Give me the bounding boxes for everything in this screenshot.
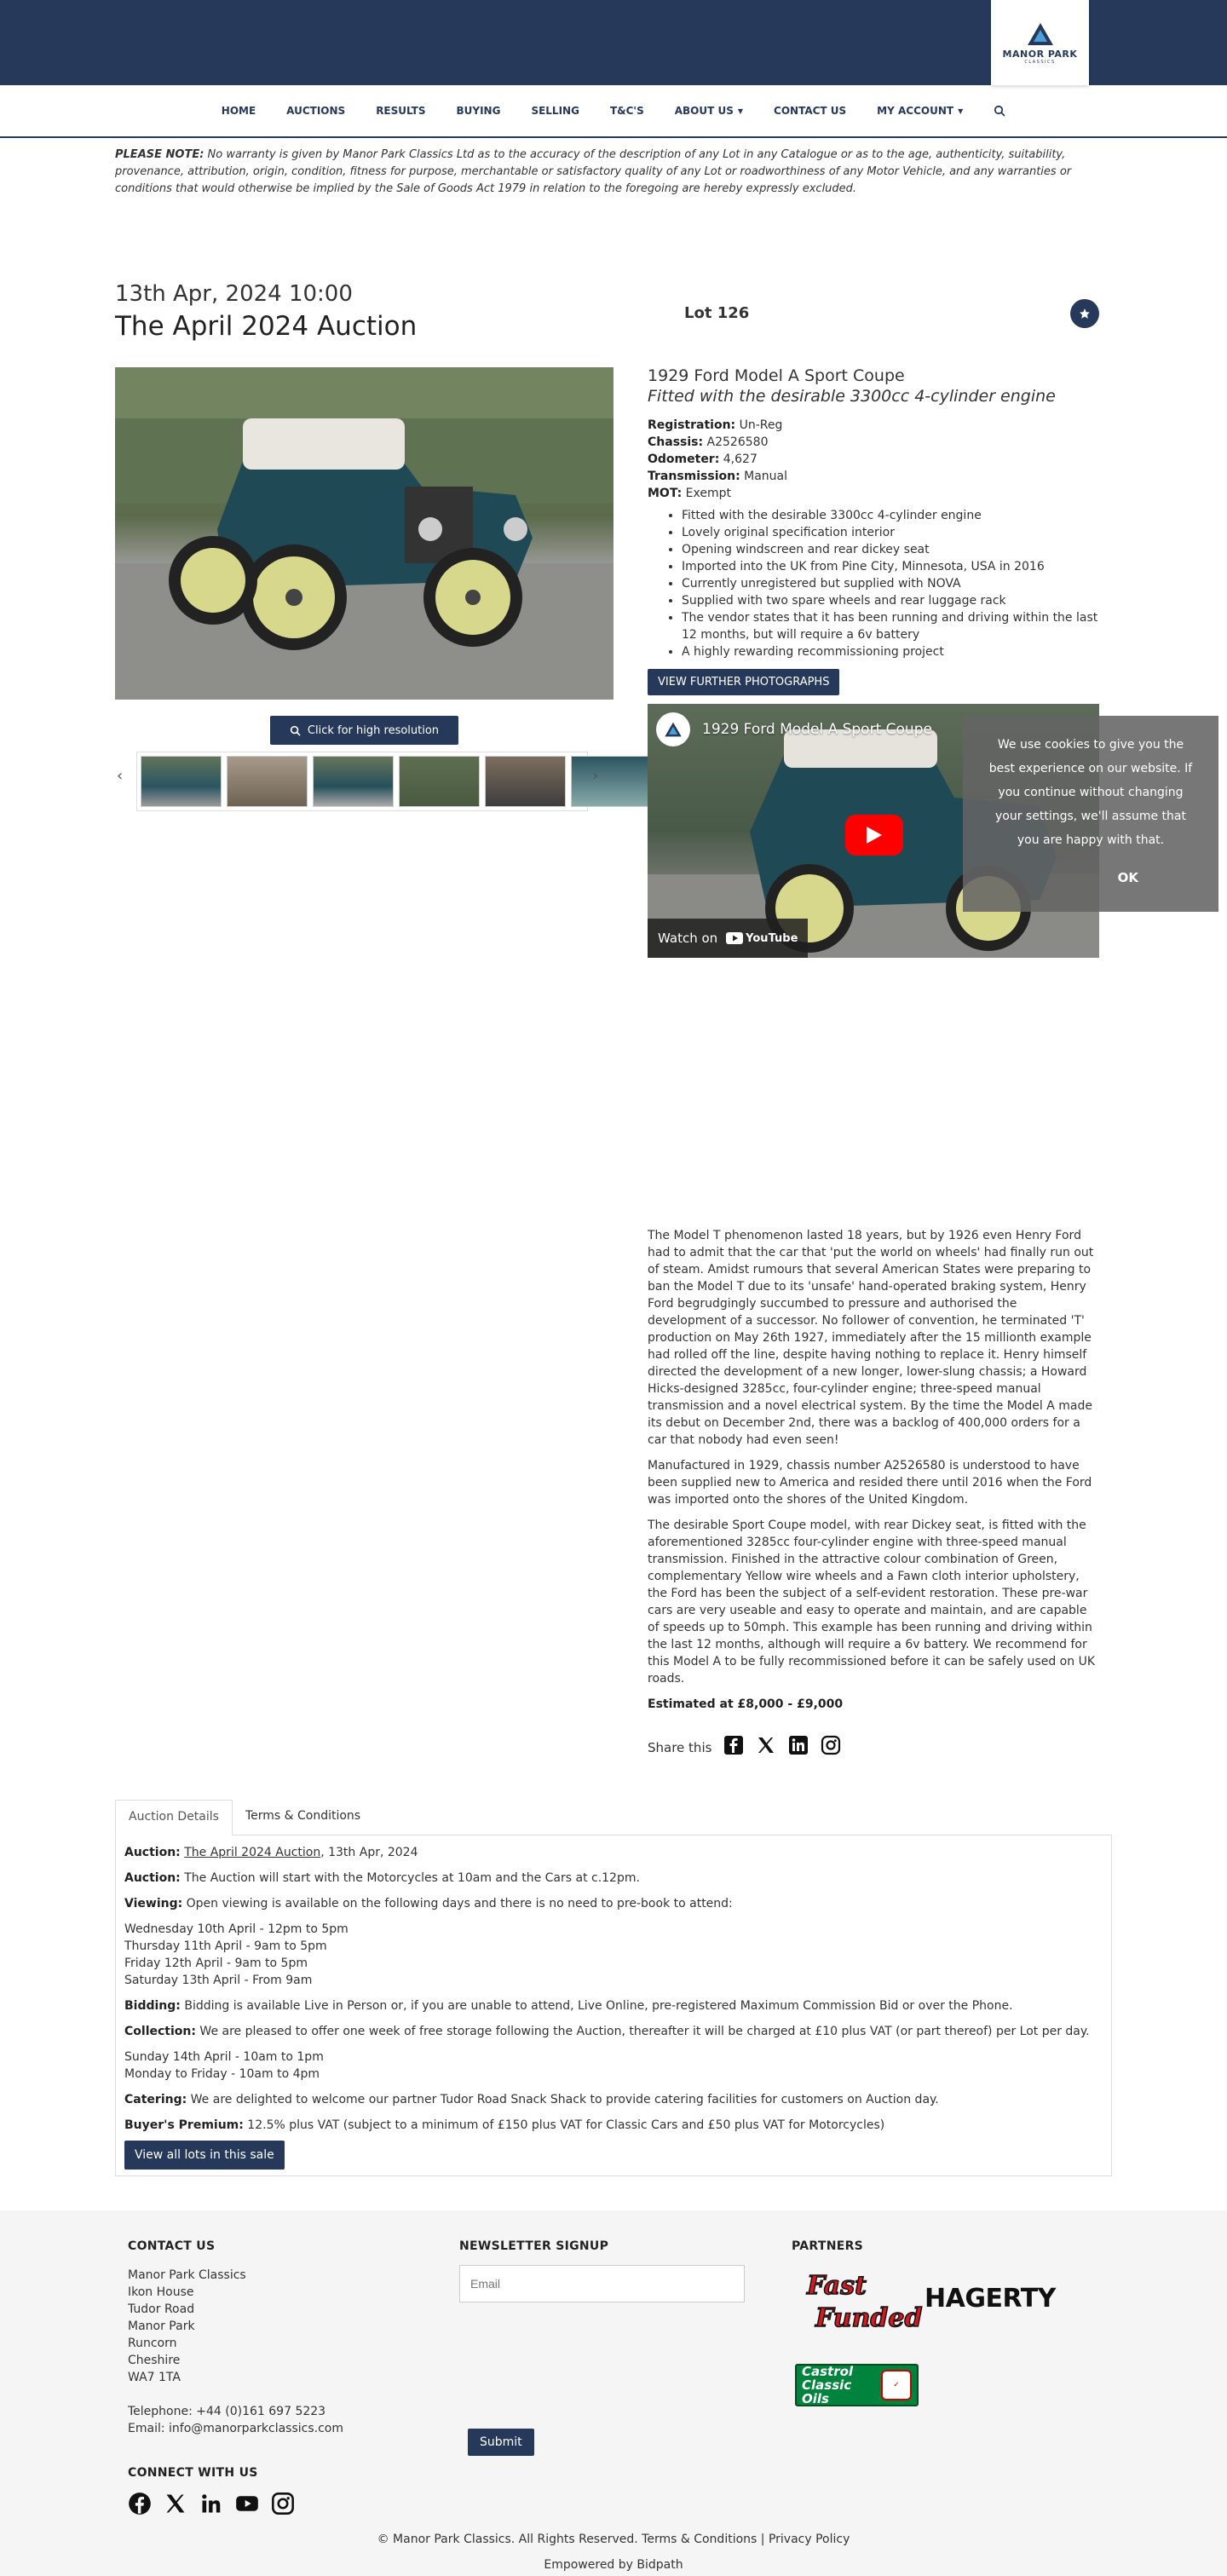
lot-highlights — [648, 507, 1099, 660]
list-item: • Lovely original specification interior — [682, 524, 1099, 541]
instagram-icon — [821, 1735, 841, 1755]
share-bar — [648, 1735, 1099, 1760]
auction-link[interactable]: The April 2024 Auction — [184, 1846, 321, 1859]
linkedin-link[interactable] — [199, 2492, 223, 2519]
list-item: • Imported into the UK from Pine City, Minnesota, USA in 2016 — [682, 558, 1099, 575]
top-bar — [0, 0, 1227, 85]
detail-label: Viewing: — [124, 1897, 183, 1910]
thumbnail-strip — [136, 752, 588, 811]
nav-selling[interactable] — [516, 105, 595, 117]
lot-subtitle: Fitted with the desirable 3300cc 4-cylinder engine — [648, 387, 1056, 406]
youtube-logo — [726, 932, 798, 945]
linkedin-share[interactable] — [788, 1735, 809, 1760]
spec-odometer — [648, 451, 1099, 468]
footer-inner — [115, 2210, 1112, 2576]
spec-label: Odometer: — [648, 452, 720, 466]
detail-catering — [124, 2091, 1103, 2108]
nav-home[interactable] — [206, 105, 271, 117]
footer-partners — [792, 2239, 1107, 2437]
detail-label: Auction: — [124, 1846, 181, 1859]
thumbnail[interactable] — [485, 756, 566, 807]
auction-header — [115, 280, 417, 343]
collection-days — [124, 2049, 1103, 2083]
list-item: • A highly rewarding recommissioning project — [682, 643, 1099, 660]
footer-address — [128, 2267, 435, 2437]
detail-buyers-premium — [124, 2117, 1103, 2134]
search-icon — [994, 105, 1005, 117]
castrol-logo[interactable] — [795, 2364, 919, 2406]
detail-text: Bidding is available Live in Person or, if you are unable to attend, Live Online, pre-registered Maximum Commission Bid or over the Phone. — [180, 1999, 1013, 2013]
lot-description — [648, 1227, 1099, 1760]
auction-title: The April 2024 Auction — [115, 311, 418, 342]
share-label: Share this — [648, 1739, 712, 1755]
view-all-lots-button[interactable]: View all lots in this sale — [124, 2141, 285, 2170]
detail-text: We are pleased to offer one week of free storage following the Auction, thereafter it will be charged at £10 plus VAT (or part thereof) per Lot per day. — [195, 2025, 1090, 2038]
partner-logos — [792, 2267, 1107, 2437]
x-link[interactable] — [164, 2492, 187, 2519]
nav-label: MY ACCOUNT — [877, 105, 954, 117]
view-further-photographs-button[interactable]: VIEW FURTHER PHOTOGRAPHS — [648, 669, 839, 695]
x-icon — [756, 1735, 776, 1755]
address-line: Tudor Road — [128, 2302, 195, 2316]
address-line: Manor Park Classics — [128, 2268, 246, 2282]
footer-newsletter — [459, 2239, 766, 2449]
nav-label: HOME — [221, 105, 256, 117]
youtube-icon — [726, 932, 743, 944]
nav-terms[interactable] — [595, 105, 660, 117]
list-item: • Supplied with two spare wheels and rear luggage rack — [682, 592, 1099, 609]
detail-collection — [124, 2023, 1103, 2040]
caret-down-icon: ▼ — [737, 107, 744, 115]
auction-details-panel — [115, 1835, 1112, 2176]
address-line: Manor Park — [128, 2320, 195, 2333]
thumbnail[interactable] — [227, 756, 308, 807]
video-header — [656, 712, 932, 746]
cookie-banner — [963, 716, 1218, 912]
spec-value: Exempt — [682, 487, 731, 500]
thumbnail[interactable] — [141, 756, 222, 807]
nav-label: ABOUT US — [674, 105, 734, 117]
lot-main-photo[interactable] — [115, 367, 614, 700]
copyright-text: © Manor Park Classics. All Rights Reserved. — [377, 2533, 638, 2546]
footer-contact — [128, 2239, 435, 2437]
lot-content — [115, 140, 1112, 2210]
address-line: WA7 1TA — [128, 2371, 181, 2384]
address-line: Cheshire — [128, 2354, 181, 2367]
watch-on-label: Watch on — [658, 931, 718, 946]
spec-label: Chassis: — [648, 435, 704, 449]
thumbnail-carousel — [115, 752, 614, 811]
linkedin-icon — [199, 2492, 223, 2515]
thumbnail[interactable] — [399, 756, 480, 807]
viewing-days — [124, 1921, 1103, 1989]
watch-lot-button[interactable] — [1070, 299, 1099, 328]
thumbnail[interactable] — [571, 756, 652, 807]
facebook-share[interactable] — [723, 1735, 744, 1760]
cookie-text: We use cookies to give you the best experience on our website. If you continue without changing your settings, we'll assume that you are happy with that. — [988, 738, 1193, 847]
site-footer — [0, 2210, 1227, 2576]
spec-value: A2526580 — [703, 435, 769, 449]
lot-estimate: Estimated at £8,000 - £9,000 — [648, 1697, 844, 1711]
logo-mountain-icon — [664, 721, 683, 738]
list-item: • Currently unregistered but supplied with NOVA — [682, 575, 1099, 592]
main-nav — [0, 85, 1227, 138]
list-item: • Fitted with the desirable 3300cc 4-cylinder engine — [682, 507, 1099, 524]
detail-auction-start — [124, 1870, 1103, 1887]
footer-heading: NEWSLETTER SIGNUP — [459, 2239, 609, 2253]
site-logo[interactable] — [991, 0, 1089, 85]
notice-lead: PLEASE NOTE: — [115, 148, 204, 161]
x-icon — [164, 2492, 187, 2515]
facebook-icon — [128, 2492, 152, 2515]
spec-mot — [648, 485, 1099, 502]
nav-about-us[interactable] — [660, 105, 758, 117]
instagram-icon — [271, 2492, 295, 2515]
logo-subtext: CLASSICS — [1024, 59, 1056, 65]
castrol-badge-icon: ✓ — [881, 2370, 912, 2400]
high-resolution-label: Click for high resolution — [307, 723, 440, 737]
logo-text: MANOR PARK — [1002, 48, 1078, 60]
footer-telephone[interactable]: Telephone: +44 (0)161 697 5223 — [128, 2405, 326, 2418]
instagram-link[interactable] — [271, 2492, 295, 2519]
nav-label: RESULTS — [376, 105, 426, 117]
youtube-label: YouTube — [746, 931, 798, 945]
nav-contact-us[interactable] — [758, 105, 861, 117]
video-title[interactable]: 1929 Ford Model A Sport Coupe — [702, 721, 932, 738]
instagram-share[interactable] — [821, 1735, 841, 1760]
detail-text: 12.5% plus VAT (subject to a minimum of £150 plus VAT for Classic Cars and £50 plus VAT for Motorcycles) — [243, 2118, 885, 2132]
list-item: • Opening windscreen and rear dickey seat — [682, 541, 1099, 558]
detail-viewing — [124, 1895, 1103, 1912]
footer-privacy-link[interactable]: Privacy Policy — [768, 2533, 850, 2546]
thumbnail[interactable] — [313, 756, 394, 807]
spec-value: Un-Reg — [735, 418, 783, 432]
footer-heading: PARTNERS — [792, 2239, 864, 2253]
footer-separator: | — [760, 2533, 765, 2546]
spec-value: 4,627 — [719, 452, 758, 466]
footer-connect — [128, 2466, 295, 2519]
detail-text: We are delighted to welcome our partner Tudor Road Snack Shack to provide catering facilities for customers on Auction day. — [187, 2093, 939, 2106]
facebook-link[interactable] — [128, 2492, 152, 2519]
facebook-icon — [723, 1735, 744, 1755]
viewing-day: Thursday 11th April - 9am to 5pm — [124, 1939, 327, 1953]
description-paragraph: The Model T phenomenon lasted 18 years, but by 1926 even Henry Ford had to admit that the car that 'put the world on wheels' had finally run out of steam. Amidst rumours that several American States were preparing to ban the Model T due to its 'unsafe' hand-operated braking system, Henry Ford begrudgingly succumbed to pressure and authorised the development of a successor. No follower of convention, he terminated 'T' production on May 26th 1927, immediately after the 15 millionth example had rolled off the line, despite having nothing to replace it. Henry himself directed the development of a new longer, lower-slung chassis; a Howard Hicks-designed 3285cc, four-cylinder engine; three-speed manual transmission and a novel electrical system. By the time the Model A made its debut on December 2nd, there was a backlog of 400,000 orders for a car that nobody had even seen! — [648, 1229, 1094, 1447]
spec-value: Manual — [740, 470, 788, 483]
watch-on-youtube-button[interactable] — [648, 919, 808, 958]
detail-text: , 13th Apr, 2024 — [320, 1846, 418, 1859]
hagerty-logo[interactable]: HAGERTY — [925, 2284, 1056, 2314]
lot-title: 1929 Ford Model A Sport Coupe — [648, 366, 905, 385]
nav-my-account[interactable] — [861, 105, 978, 117]
nav-label: BUYING — [456, 105, 501, 117]
carousel-next-icon[interactable]: › — [592, 767, 599, 785]
nav-label: T&C'S — [609, 105, 644, 117]
viewing-day: Friday 12th April - 9am to 5pm — [124, 1956, 308, 1970]
youtube-icon — [235, 2492, 259, 2515]
detail-label: Auction: — [124, 1871, 181, 1885]
youtube-link[interactable] — [235, 2492, 259, 2519]
car-photo-illustration — [115, 367, 614, 700]
logo-mountain-icon — [1026, 21, 1055, 47]
nav-auctions[interactable] — [271, 105, 360, 117]
nav-label: SELLING — [531, 105, 579, 117]
footer-powered-by: Empowered by Bidpath — [544, 2558, 683, 2572]
cookie-ok-button[interactable]: OK — [1117, 870, 1138, 885]
nav-label: AUCTIONS — [286, 105, 346, 117]
footer-email[interactable]: Email: info@manorparkclassics.com — [128, 2422, 343, 2435]
nav-search[interactable] — [978, 105, 1021, 117]
detail-label: Bidding: — [124, 1999, 181, 2013]
spec-chassis — [648, 434, 1099, 451]
detail-text: Open viewing is available on the following days and there is no need to pre-book to attend: — [182, 1897, 733, 1910]
footer-copyright — [115, 2533, 1112, 2546]
footer-terms-link[interactable]: Terms & Conditions — [642, 2533, 758, 2546]
star-icon — [1079, 308, 1091, 320]
detail-bidding — [124, 1997, 1103, 2014]
spec-label: Transmission: — [648, 470, 740, 483]
nav-results[interactable] — [360, 105, 441, 117]
detail-auction-date — [124, 1844, 1103, 1861]
address-line: Ikon House — [128, 2285, 194, 2299]
carousel-prev-icon[interactable]: ‹ — [117, 767, 124, 785]
footer-heading: CONNECT WITH US — [128, 2466, 258, 2480]
viewing-day: Saturday 13th April - From 9am — [124, 1974, 313, 1987]
channel-avatar[interactable] — [656, 712, 690, 746]
ff-text-2: Funded — [815, 2303, 923, 2333]
nav-buying[interactable] — [441, 105, 516, 117]
castrol-text: Castrol Classic Oils — [802, 2364, 854, 2406]
search-icon — [290, 725, 301, 736]
notice-text: No warranty is given by Manor Park Classics Ltd as to the accuracy of the description of any Lot in any Catalogue or as to the age, authenticity, suitability, provenance, attribution, origin, condition, fitness for purpose, merchantable or satisfactory quality of any Lot or roadworthiness of any Motor Vehicle, and any warranties or conditions that would otherwise be implied by the Sale of Goods Act 1979 in relation to the foregoing are hereby expressly excluded. — [115, 148, 1072, 195]
detail-text: The Auction will start with the Motorcycles at 10am and the Cars at c.12pm. — [180, 1871, 640, 1885]
footer-heading: CONTACT US — [128, 2239, 216, 2253]
tab-bar — [115, 1800, 1112, 1835]
x-share[interactable] — [756, 1735, 776, 1760]
detail-label: Catering: — [124, 2093, 187, 2106]
lot-number: Lot 126 — [684, 304, 750, 322]
address-line: Runcorn — [128, 2337, 177, 2350]
fast-funded-logo-graphic — [800, 2267, 923, 2335]
auction-date: 13th Apr, 2024 10:00 — [115, 281, 353, 307]
spec-label: MOT: — [648, 487, 683, 500]
detail-label: Buyer's Premium: — [124, 2118, 244, 2132]
play-icon[interactable] — [845, 815, 903, 856]
spec-transmission — [648, 468, 1099, 485]
social-links — [128, 2492, 295, 2519]
spec-label: Registration: — [648, 418, 736, 432]
list-item: • The vendor states that it has been running and driving within the last 12 months, but will require a 6v battery — [682, 609, 1099, 643]
description-paragraph: The desirable Sport Coupe model, with rear Dickey seat, is fitted with the aforementioned 3285cc four-cylinder engine with three-speed manual transmission. Finished in the attractive colour combination of Green, complementary Yellow wire wheels and a Fawn cloth interior upholstery, the Ford has been the subject of a self-evident restoration. These pre-war cars are very useable and easy to operate and maintain, and are capable of speeds up to 50mph. This example has been running and driving within the last 12 months, although will require a 6v battery. We recommend for this Model A to be fully recommissioned before it can be safely used on UK roads. — [648, 1519, 1095, 1686]
auction-tabs — [115, 1800, 1112, 2176]
spec-registration — [648, 417, 1099, 434]
tab-terms-conditions[interactable]: Terms & Conditions — [245, 1809, 361, 1823]
high-resolution-button[interactable] — [270, 716, 458, 745]
fast-funded-logo[interactable] — [800, 2267, 923, 2335]
lot-specs — [648, 417, 1099, 502]
description-paragraph: Manufactured in 1929, chassis number A2526580 is understood to have been supplied new to America and resided there until 2016 when the Ford was imported onto the shores of the United Kingdom. — [648, 1459, 1092, 1507]
detail-label: Collection: — [124, 2025, 196, 2038]
viewing-day: Wednesday 10th April - 12pm to 5pm — [124, 1922, 349, 1936]
nav-label: CONTACT US — [774, 105, 847, 117]
collection-day: Monday to Friday - 10am to 4pm — [124, 2067, 320, 2081]
ff-text-1: Fast — [807, 2271, 867, 2301]
newsletter-email-input[interactable] — [459, 2265, 745, 2302]
newsletter-submit-button[interactable]: Submit — [468, 2429, 534, 2456]
collection-day: Sunday 14th April - 10am to 1pm — [124, 2050, 324, 2064]
tab-auction-details[interactable]: Auction Details — [115, 1800, 233, 1835]
linkedin-icon — [788, 1735, 809, 1755]
caret-down-icon: ▼ — [958, 107, 964, 115]
